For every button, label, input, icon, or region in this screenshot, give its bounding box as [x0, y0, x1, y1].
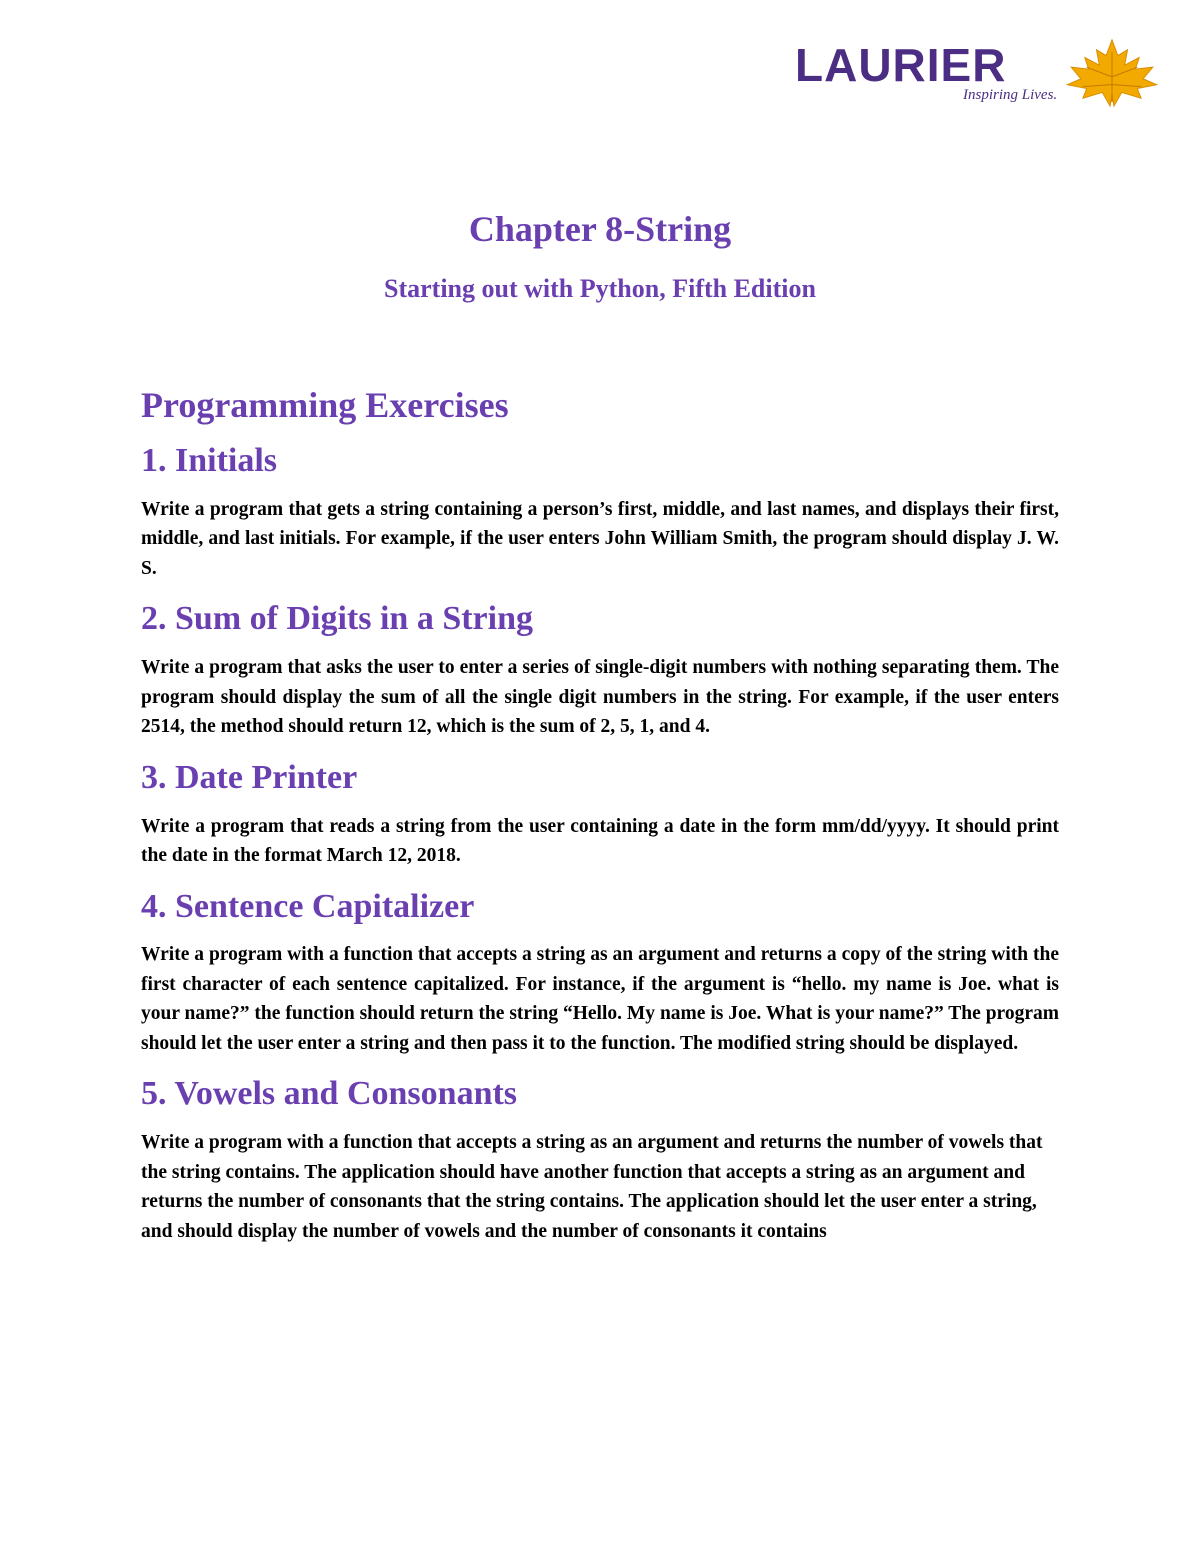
maple-leaf-icon — [1063, 38, 1161, 108]
exercise-description: Write a program that asks the user to enter a series of single-digit numbers with nothing separating them. The program should display the sum of all the single digit numbers in the string. For example, if the user enters 2514, the method should return 12, which is the sum of 2, 5, 1, and 4. — [141, 657, 1059, 738]
exercise-sum-of-digits — [141, 599, 1059, 741]
chapter-title: Chapter 8-String — [468, 209, 732, 249]
exercise-title: 2. Sum of Digits in a String — [141, 600, 533, 638]
exercise-title: 3. Date Printer — [141, 758, 358, 796]
exercise-vowels-consonants — [141, 1074, 1059, 1246]
section-heading: Programming Exercises — [141, 385, 509, 425]
exercise-sentence-capitalizer — [141, 887, 1059, 1059]
document-body — [141, 384, 1059, 1262]
exercise-description: Write a program with a function that accepts a string as an argument and returns a copy of the string with the first character of each sentence capitalized. For instance, if the argument is “hello. my name is Joe. what is your name?” the function should return the string “Hello. My name is Joe. What is your name?” The program should let the user enter a string and then pass it to the function. The modified string should be displayed. — [141, 944, 1059, 1054]
exercise-description: Write a program that reads a string from the user containing a date in the form mm/dd/yyyy. It should print the date in the format March 12, 2018. — [141, 815, 1059, 867]
exercise-description: Write a program with a function that accepts a string as an argument and returns the number of vowels that the string contains. The application should have another function that accepts a string as an argument and returns the number of consonants that the string contains. The application should let the user enter a string, and should display the number of vowels and the number of consonants it contains — [141, 1132, 1043, 1242]
exercise-date-printer — [141, 758, 1059, 871]
logo-tagline: Inspiring Lives. — [963, 87, 1058, 103]
book-subtitle: Starting out with Python, Fifth Edition — [384, 274, 816, 303]
exercise-title: 1. Initials — [141, 442, 278, 480]
exercise-title: 4. Sentence Capitalizer — [141, 887, 475, 925]
exercise-initials — [141, 441, 1059, 583]
logo-wordmark: LAURIER — [795, 39, 1007, 91]
laurier-logo — [795, 38, 1165, 108]
exercise-description: Write a program that gets a string containing a person’s first, middle, and last names, and displays their first, middle, and last initials. For example, if the user enters John William Smith, the program should display J. W. S. — [141, 498, 1059, 579]
exercise-title: 5. Vowels and Consonants — [141, 1075, 518, 1113]
